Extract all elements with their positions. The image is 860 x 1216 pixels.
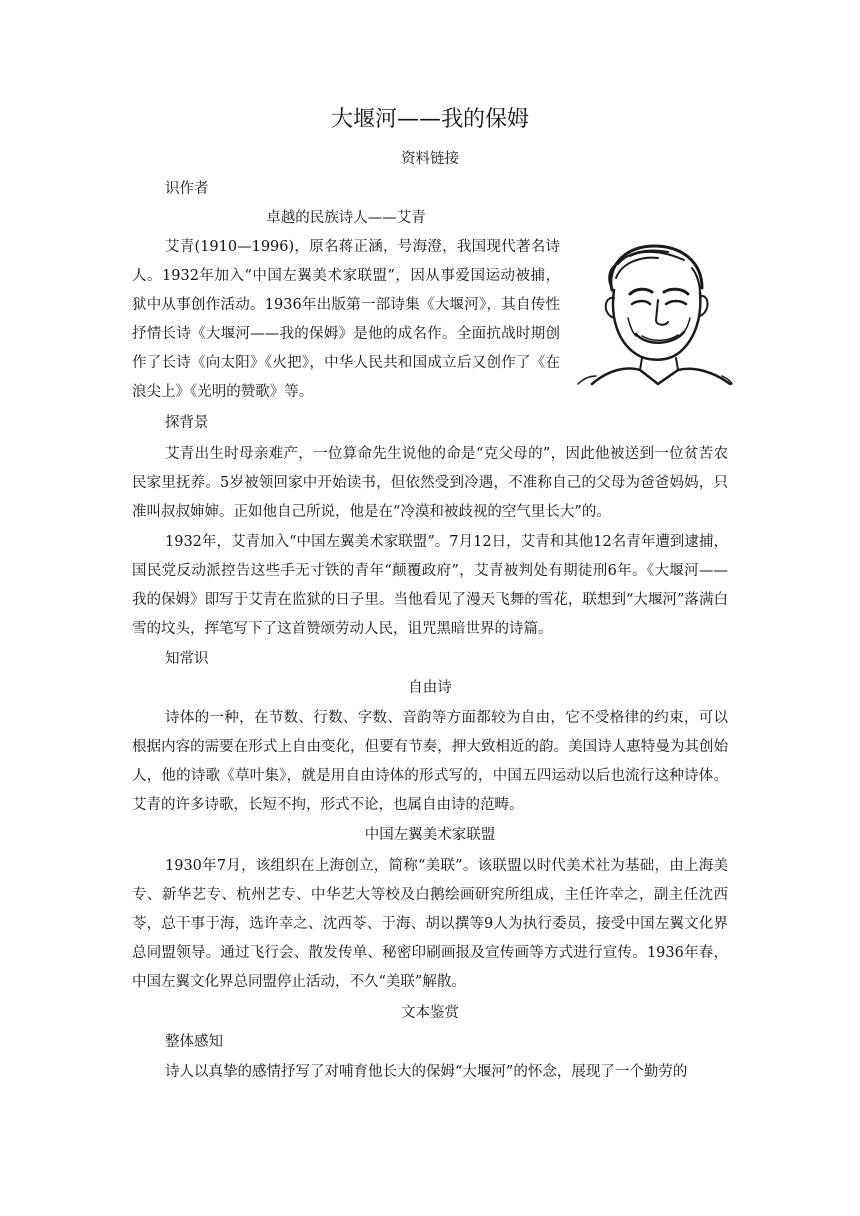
author-subtitle: 卓越的民族诗人——艾青 — [266, 210, 426, 226]
free-verse-paragraph: 诗体的一种，在节数、行数、字数、音韵等方面都较为自由，它不受格律的约束，可以根据内容的需要在形式上自由变化，但要有节奏，押大致相近的韵。美国诗人惠特曼为其创始人，他的诗歌《草叶集》，就是用自由诗体的形式写的，中国五四运动以后也流行这种诗体。艾青的许多诗歌，长短不拘，形式不论，也属自由诗的范畴。 — [132, 710, 728, 813]
league-paragraph: 1930年7月，该组织在上海创立，简称“美联”。该联盟以时代美术社为基础，由上海美专、新华艺专、杭州艺专、中华艺大等校及白鹅绘画研究所组成，主任许幸之，副主任沈西苓，总干事于海，选许幸之、沈西苓、于海、胡以撰等9人为执行委员，接受中国左翼文化界总同盟领导。通过飞行会、散发传单、秘密印刷画报及宣传画等方式进行宣传。1936年春，中国左翼文化界总同盟停止活动，不久“美联”解散。 — [132, 858, 728, 990]
knowledge-heading: 知常识 — [165, 651, 209, 667]
background-heading: 探背景 — [165, 415, 209, 431]
portrait-image — [572, 238, 734, 386]
league-title: 中国左翼美术家联盟 — [364, 827, 496, 843]
appreciation-paragraph: 诗人以真挚的感情抒写了对哺育他长大的保姆“大堰河”的怀念，展现了一个勤劳的 — [165, 1064, 688, 1080]
background-paragraph-1: 艾青出生时母亲难产，一位算命先生说他的命是“克父母的”，因此他被送到一位贫苦农民家里抚养。5岁被领回家中开始读书，但依然受到冷遇，不准称自己的父母为爸爸妈妈，只准叫叔叔婶婶。正如他自己所说，他是在“冷漠和被歧视的空气里长大”的。 — [132, 446, 728, 520]
background-paragraph-2: 1932年，艾青加入“中国左翼美术家联盟”。7月12日，艾青和其他12名青年遭到逮捕，国民党反动派控告这些手无寸铁的青年“颠覆政府”，艾青被判处有期徒刑6年。《大堰河——我的保姆》即写于艾青在监狱的日子里。当他看见了漫天飞舞的雪花，联想到“大堰河”落满白雪的坟头，挥笔写下了这首赞颂劳动人民，诅咒黑暗世界的诗篇。 — [132, 534, 728, 637]
page-title: 大堰河——我的保姆 — [330, 107, 529, 132]
free-verse-title: 自由诗 — [408, 680, 452, 696]
section-links-heading: 资料链接 — [401, 151, 459, 167]
know-author-heading: 识作者 — [165, 181, 209, 197]
author-paragraph: 艾青(1910—1996)，原名蒋正涵，号海澄，我国现代著名诗人。1932年加入“中国左翼美术家联盟”，因从事爱国运动被捕，狱中从事创作活动。1936年出版第一部诗集《大堰河》，其自传性抒情长诗《大堰河——我的保姆》是他的成名作。全面抗战时期创作了长诗《向太阳》《火把》，中华人民共和国成立后又创作了《在浪尖上》《光明的赞歌》等。 — [132, 239, 560, 400]
overall-perception-heading: 整体感知 — [165, 1034, 223, 1050]
appreciation-title: 文本鉴赏 — [401, 1005, 459, 1021]
